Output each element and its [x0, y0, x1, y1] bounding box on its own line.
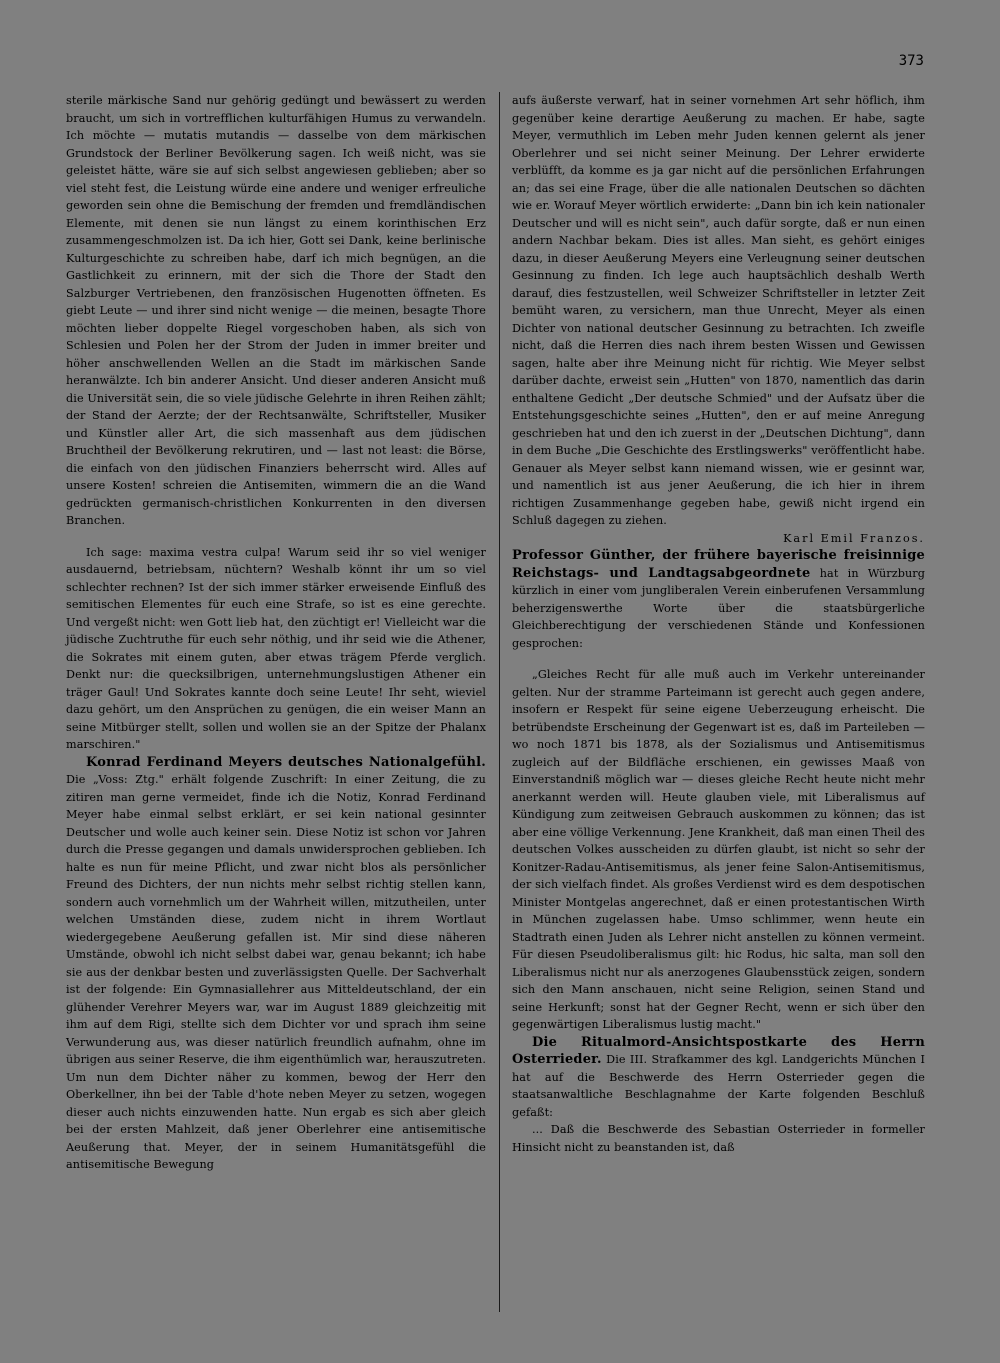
- quote: ... Daß die Beschwerde des Sebastian Osterrieder in formeller Hinsicht nicht zu beanstanden ist, daß: [512, 1123, 925, 1154]
- article-heading: Konrad Ferdinand Meyers deutsches Nationalgefühl.: [86, 754, 486, 770]
- article-body: Die „Voss: Ztg." erhält folgende Zuschrift: In einer Zeitung, die zu zitiren man gerne vermeidet, finde ich die Notiz, Konrad Ferdinand Meyer habe einmal selbst erklärt, er sei kein national gesinnter Deutscher und wolle auch keiner sein. Diese Notiz ist schon vor Jahren durch die Presse gegangen und damals unwidersprochen geblieben. Ich halte es nun für meine Pflicht, und zwar nicht blos als persönlicher Freund des Dichters, der nun nichts mehr selbst richtig stellen kann, sondern auch vornehmlich um der Wahrheit willen, mitzutheilen, unter welchen Umständen diese, zudem nicht in ihrem Wortlaut wiedergegebene Aeußerung gefallen ist. Mir sind diese näheren Umstände, obwohl ich nicht selbst dabei war, genau bekannt; ich habe sie aus der denkbar besten und zuverlässigsten Quelle. Der Sachverhalt ist der folgende: Ein Gymnasiallehrer aus Mitteldeutschland, der ein glühender Verehrer Meyers war, war im August 1889 gleichzeitig mit ihm auf dem Rigi, stellte sich dem Dichter vor und sprach ihm seine Verwunderung aus, was dieser natürlich freundlich aufnahm, ohne im übrigen aus seiner Reserve, die ihm eigenthümlich war, herauszutreten. Um nun dem Dichter näher zu kommen, bewog der Herr den Oberkellner, ihn bei der Table d'hote neben Meyer zu setzen, wogegen dieser auch nichts einzuwenden hatte. Nun ergab es sich aber gleich bei der ersten Mahlzeit, daß jener Oberlehrer eine antisemitische Aeußerung that. Meyer, der in seinem Humanitätsgefühl die antisemitische Bewegung: [66, 773, 486, 1171]
- paragraph: Ich sage: maxima vestra culpa! Warum seid ihr so viel weniger ausdauernd, betriebsam, nüchtern? Weshalb könnt ihr um so viel schlechter rechnen? Ist der sich immer stärker erweisende Einfluß des semitischen Elementes für euch eine Strafe, so ist es eine gerechte. Und vergeßt nicht: wen Gott lieb hat, den züchtigt er! Vielleicht war die jüdische Zuchtruthe für euch sehr nöthig, und ihr seid wie die Athener, die Sokrates mit einem guten, aber etwas trägem Pferde verglich. Denkt nur: die quecksilbrigen, unternehmungslustigen Athener ein träger Gaul! Und Sokrates kannte doch seine Leute! Ihr seht, wieviel dazu gehört, um den Ansprüchen zu genügen, die ein weiser Mann an seine Mitbürger stellt, sollen und wollen sie an der Spitze der Phalanx marschiren.": [66, 545, 486, 751]
- column-divider: [499, 92, 500, 1312]
- article-meyer: [66, 754, 486, 1174]
- article-heading: Die Ritualmord-Ansichtspostkarte des Herrn Osterrieder.: [512, 1034, 925, 1067]
- paragraph: aufs äußerste verwarf, hat in seiner vornehmen Art sehr höflich, ihm gegenüber keine derartige Aeußerung zu machen. Er habe, sagte Meyer, vermuthlich im Leben mehr Juden kennen gelernt als jener Oberlehrer und sei nicht seiner Meinung. Der Lehrer erwiderte verblüfft, da komme es ja gar nicht auf die persönlichen Erfahrungen an; das sei eine Frage, über die alle nationalen Deutschen so dächten wie er. Worauf Meyer wörtlich erwiderte: „Dann bin ich kein nationaler Deutscher und will es nicht sein", auch dafür sorgte, daß er nun einen andern Nachbar bekam. Dies ist alles. Man sieht, es gehört einiges dazu, in dieser Aeußerung Meyers eine Verleugnung seiner deutschen Gesinnung zu finden. Ich lege auch hauptsächlich deshalb Werth darauf, dies festzustellen, weil Schweizer Schriftsteller in letzter Zeit bemüht waren, zu versichern, man thue Unrecht, Meyer als einen Dichter von national deutscher Gesinnung zu betrachten. Ich zweifle nicht, daß die Herren dies nach ihrem besten Wissen und Gewissen sagen, halte aber ihre Meinung nicht für richtig. Wie Meyer selbst darüber dachte, erweist sein „Hutten" von 1870, namentlich das darin enthaltene Gedicht „Der deutsche Schmied" und der Aufsatz über die Entstehungsgeschichte seines „Hutten", den er auf meine Anregung geschrieben hat und den ich zuerst in der „Deutschen Dichtung", dann in dem Buche „Die Geschichte des Erstlingswerks" veröffentlicht habe. Genauer als Meyer selbst kann niemand wissen, wie er gesinnt war, und namentlich ist aus jener Aeußerung, die ich hier in ihrem richtigen Zusammenhange gegeben habe, gewiß nicht irgend ein Schluß dagegen zu ziehen.: [512, 94, 925, 527]
- article-heading: Professor Günther, der frühere bayerische freisinnige Reichstags- und Landtagsabgeordnete: [512, 548, 925, 581]
- article-ritual: [512, 1034, 925, 1122]
- left-column: [66, 92, 486, 1174]
- right-column: [512, 92, 925, 1156]
- quote: „Gleiches Recht für alle muß auch im Verkehr untereinander gelten. Nur der stramme Parteimann ist gerecht auch gegen andere, insofern er Respekt für seine eigene Ueberzeugung erheischt. Die betrübendste Erscheinung der Gegenwart ist es, daß im Parteileben — wo noch 1871 bis 1878, als der Sozialismus und Antisemitismus zugleich auf der Bildfläche erschienen, ein gewisses Maaß von Einverstandniß möglich war — dieses gleiche Recht heute nicht mehr anerkannt werden will. Heute glauben viele, mit Liberalismus auf Kündigung zum zeitweisen Gebrauch auskommen zu können; das ist aber eine völlige Verkennung. Jene Krankheit, daß man einen Theil des deutschen Volkes ausscheiden zu dürfen glaubt, ist nicht so sehr der Konitzer-Radau-Antisemitismus, als jener feine Salon-Antisemitismus, der sich vielfach findet. Als großes Verdienst wird es dem despotischen Minister Montgelas angerechnet, daß er einen protestantischen Wirth in München zugelassen habe. Umso schlimmer, wenn heute ein Stadtrath einen Juden als Lehrer nicht anstellen zu können vermeint. Für diesen Pseudoliberalismus gilt: hic Rodus, hic salta, man soll den Liberalismus nicht nur als anerzogenes Glaubensstück zeigen, sondern sich den Mann anschauen, nicht seine Religion, seinen Stand und seine Herkunft; sonst hat der Gegner Recht, wenn er sich über den gegenwärtigen Liberalismus lustig macht.": [512, 668, 925, 1031]
- page-number: 373: [898, 53, 924, 69]
- article-guenther: [512, 547, 925, 652]
- paragraph: sterile märkische Sand nur gehörig gedüngt und bewässert zu werden braucht, um sich in vortrefflichen kulturfähigen Humus zu verwandeln. Ich möchte — mutatis mutandis — dasselbe von dem märkischen Grundstock der Berliner Bevölkerung sagen. Ich weiß nicht, was sie geleistet hätte, wäre sie auf sich selbst angewiesen geblieben; aber so viel steht fest, die Leistung würde eine andere und weniger erfreuliche geworden sein ohne die Bemischung der fremden und fremdländischen Elemente, mit denen sie nun längst zu einem korinthischen Erz zusammengeschmolzen ist. Da ich hier, Gott sei Dank, keine berlinische Kulturgeschichte zu schreiben habe, darf ich mich begnügen, an die Gastlichkeit zu erinnern, mit der sich die Thore der Stadt den Salzburger Vertriebenen, den französischen Hugenotten öffneten. Es giebt Leute — und ihrer sind nicht wenige — die meinen, besagte Thore möchten lieber doppelte Riegel vorgeschoben haben, als sich von Schlesien und Polen her der Strom der Juden in immer breiter und höher anschwellenden Wellen an die Stadt im märkischen Sande heranwälzte. Ich bin anderer Ansicht. Und dieser anderen Ansicht muß die Universität sein, die so viele jüdische Gelehrte in ihren Reihen zählt; der Stand der Aerzte; der der Rechtsanwälte, Schriftsteller, Musiker und Künstler aller Art, die sich massenhaft aus dem jüdischen Bruchtheil der Bevölkerung rekrutiren, und — last not least: die Börse, die einfach von den jüdischen Finanziers beherrscht wird. Alles auf unsere Kosten! schreien die Antisemiten, wimmern die an die Wand gedrückten germanisch-christlichen Konkurrenten in den diversen Branchen.: [66, 94, 486, 527]
- signature: Karl Emil Franzos.: [783, 531, 925, 545]
- article-body: hat in Würzburg kürzlich in einer vom jungliberalen Verein einberufenen Versammlung beherzigenswerthe Worte über die staatsbürgerliche Gleichberechtigung der verschiedenen Stände und Konfessionen gesprochen:: [512, 566, 926, 650]
- article-body: Die III. Strafkammer des kgl. Landgerichts München I hat auf die Beschwerde des Herrn Osterrieder gegen die staatsanwaltliche Beschlagnahme der Karte folgenden Beschluß gefaßt:: [512, 1053, 926, 1119]
